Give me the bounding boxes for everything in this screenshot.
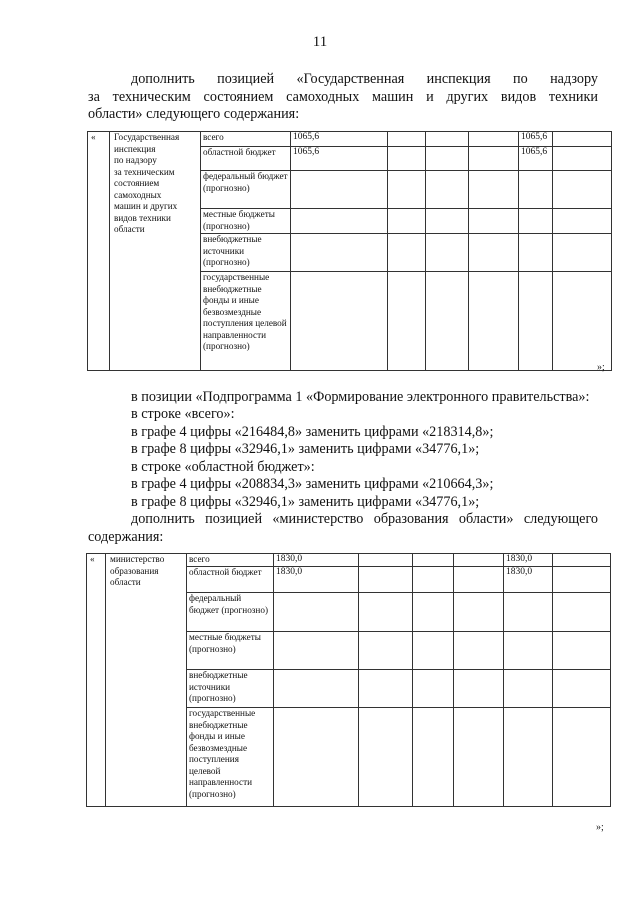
instruction-line: в графе 4 цифры «216484,8» заменить цифрами «218314,8»;	[131, 424, 494, 440]
value-cell	[274, 632, 359, 670]
value-cell: 1065,6	[291, 147, 388, 171]
value-cell: 1065,6	[291, 132, 388, 147]
value-cell	[291, 272, 388, 371]
budget-table-2	[86, 553, 611, 807]
table-row	[87, 554, 611, 567]
organization-name: министерство образования области	[106, 554, 187, 807]
row-label: внебюджетные источники (прогнозно)	[187, 670, 274, 708]
value-cell	[519, 209, 553, 234]
row-label: местные бюджеты (прогнозно)	[187, 632, 274, 670]
value-cell	[291, 234, 388, 272]
page-number: 11	[312, 34, 328, 50]
intro1-line3: области» следующего содержания:	[88, 106, 300, 122]
budget-table-1	[87, 131, 612, 371]
organization-name: Государственная инспекция по надзору за техническим состоянием самоходных машин и других видов техники области	[110, 132, 201, 371]
value-cell: 1065,6	[519, 147, 553, 171]
row-label: федеральный бюджет (прогнозно)	[187, 593, 274, 632]
row-label: государственные внебюджетные фонды и иные безвозмездные поступления целевой направленности (прогнозно)	[187, 708, 274, 807]
intro1-line2: за техническим состоянием самоходных машин и других видов техники	[88, 89, 598, 105]
row-label: федеральный бюджет (прогнозно)	[201, 171, 291, 209]
value-cell: 1830,0	[504, 567, 553, 593]
value-cell	[274, 593, 359, 632]
value-cell	[504, 708, 553, 807]
row-label: внебюджетные источники (прогнозно)	[201, 234, 291, 272]
value-cell	[519, 272, 553, 371]
row-label: государственные внебюджетные фонды и иные безвозмездные поступления целевой направленности (прогнозно)	[201, 272, 291, 371]
instruction-line: в графе 8 цифры «32946,1» заменить цифрами «34776,1»;	[131, 494, 480, 510]
row-label: всего	[201, 132, 291, 147]
value-cell	[504, 593, 553, 632]
value-cell	[504, 632, 553, 670]
value-cell: 1830,0	[504, 554, 553, 567]
row-label: местные бюджеты (прогнозно)	[201, 209, 291, 234]
value-cell: 1065,6	[519, 132, 553, 147]
open-quote: «	[87, 554, 106, 807]
value-cell	[274, 670, 359, 708]
instruction-line: в графе 4 цифры «208834,3» заменить цифрами «210664,3»;	[131, 476, 494, 492]
close-quote-1: »;	[597, 362, 605, 373]
intro1-line1: дополнить позицией «Государственная инспекция по надзору	[131, 71, 598, 87]
instruction-line: в позиции «Подпрограмма 1 «Формирование электронного правительства»:	[131, 389, 590, 405]
value-cell	[504, 670, 553, 708]
instruction-line: в графе 8 цифры «32946,1» заменить цифрами «34776,1»;	[131, 441, 480, 457]
value-cell: 1830,0	[274, 554, 359, 567]
instruction-line: в строке «всего»:	[131, 406, 235, 422]
value-cell: 1830,0	[274, 567, 359, 593]
intro2-line1: дополнить позицией «министерство образования области» следующего	[131, 511, 598, 527]
value-cell	[519, 171, 553, 209]
value-cell	[274, 708, 359, 807]
instruction-line: в строке «областной бюджет»:	[131, 459, 315, 475]
value-cell	[291, 171, 388, 209]
intro2-line2: содержания:	[88, 529, 164, 545]
open-quote: «	[88, 132, 110, 371]
row-label: областной бюджет	[187, 567, 274, 593]
row-label: всего	[187, 554, 274, 567]
value-cell	[291, 209, 388, 234]
value-cell	[519, 234, 553, 272]
table-row	[88, 132, 612, 147]
row-label: областной бюджет	[201, 147, 291, 171]
close-quote-2: »;	[596, 822, 604, 833]
